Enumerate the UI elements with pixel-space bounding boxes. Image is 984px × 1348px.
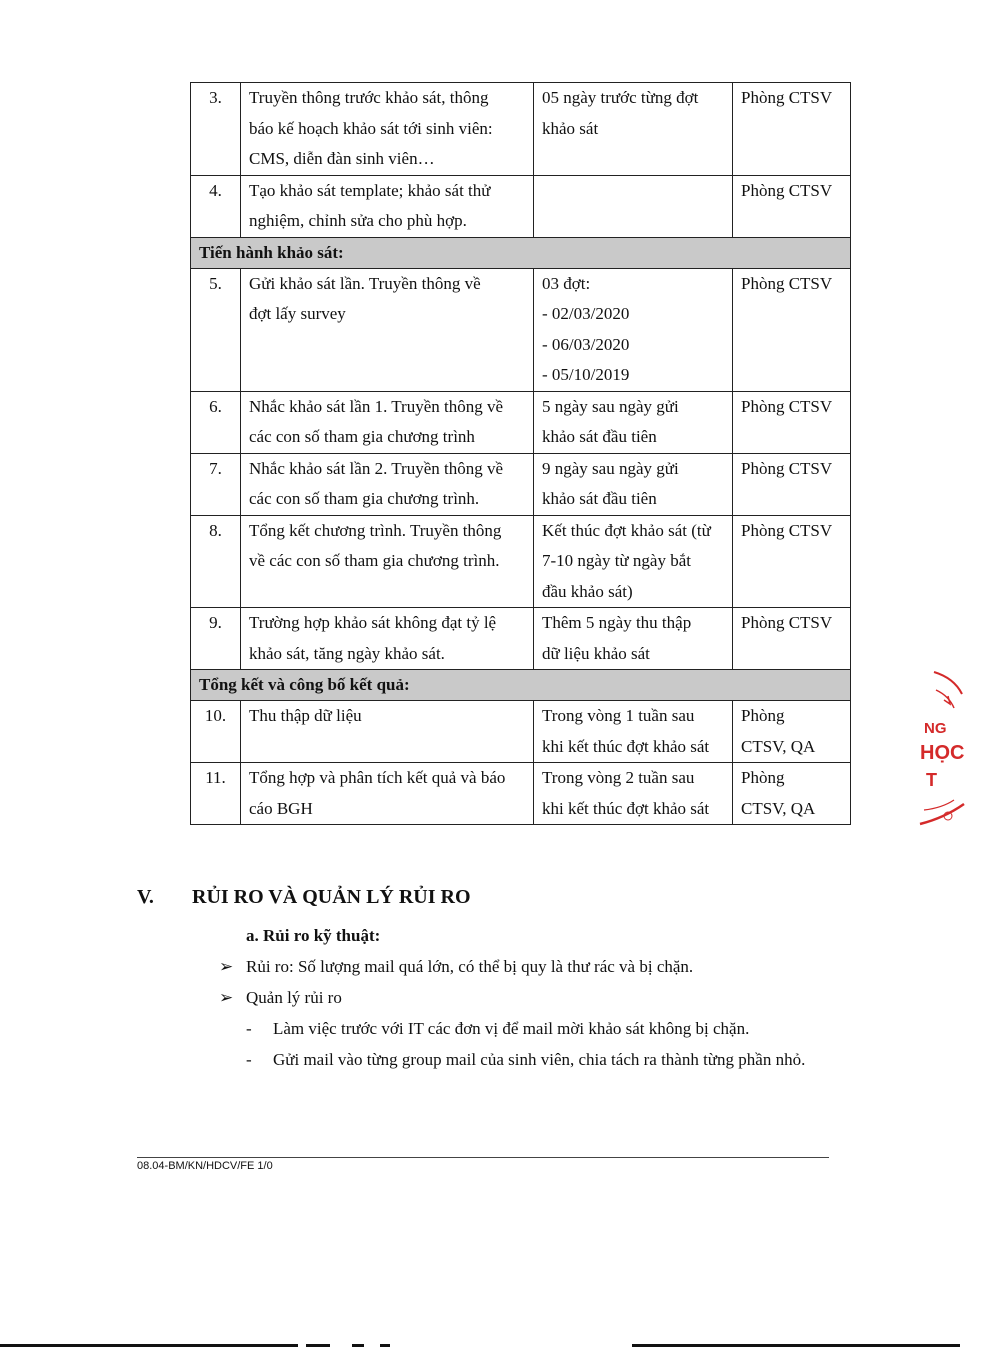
time-cell bbox=[534, 175, 733, 237]
scan-edge-mark bbox=[0, 1344, 298, 1347]
stamp-line-1: NG bbox=[924, 720, 947, 737]
owner-cell-line: Phòng CTSV bbox=[741, 88, 833, 107]
time-cell-line: Trong vòng 2 tuần sau bbox=[542, 768, 695, 787]
row-number: 6. bbox=[191, 391, 241, 453]
task-cell-line: Truyền thông trước khảo sát, thông bbox=[249, 88, 489, 107]
owner-cell bbox=[733, 83, 851, 176]
bullet-text: Rủi ro: Số lượng mail quá lớn, có thể bị quy là thư rác và bị chặn. bbox=[246, 957, 694, 976]
time-cell bbox=[534, 515, 733, 608]
table-row bbox=[191, 763, 851, 825]
time-cell-line: Trong vòng 1 tuần sau bbox=[542, 706, 695, 725]
time-cell bbox=[534, 608, 733, 670]
owner-cell-line: Phòng CTSV bbox=[741, 180, 833, 200]
time-cell-line: - 06/03/2020 bbox=[542, 334, 630, 354]
owner-cell bbox=[733, 268, 851, 391]
task-cell bbox=[241, 453, 534, 515]
owner-cell-line: Phòng CTSV bbox=[741, 273, 833, 293]
dash-text: Làm việc trước với IT các đơn vị để mail mời khảo sát không bị chặn. bbox=[273, 1019, 750, 1038]
table-row bbox=[191, 515, 851, 608]
subsection-heading: a. Rủi ro kỹ thuật: bbox=[246, 926, 381, 945]
row-number: 3. bbox=[191, 83, 241, 176]
owner-cell bbox=[733, 608, 851, 670]
section-row bbox=[191, 670, 851, 701]
scan-edge-mark bbox=[306, 1344, 330, 1347]
owner-cell-line: Phòng bbox=[741, 706, 785, 725]
time-cell-line: khảo sát đầu tiên bbox=[542, 427, 657, 446]
owner-cell bbox=[733, 391, 851, 453]
table-row bbox=[191, 608, 851, 670]
row-number: 11. bbox=[191, 763, 241, 825]
task-cell-line: Tổng kết chương trình. Truyền thông bbox=[249, 520, 502, 540]
task-cell-line: khảo sát, tăng ngày khảo sát. bbox=[249, 643, 445, 663]
table-row bbox=[191, 391, 851, 453]
owner-cell bbox=[733, 453, 851, 515]
time-cell bbox=[534, 83, 733, 176]
time-cell bbox=[534, 763, 733, 825]
footer-divider bbox=[137, 1157, 829, 1158]
table-row bbox=[191, 453, 851, 515]
section-label: Tiến hành khảo sát: bbox=[191, 237, 851, 268]
time-cell-line: 9 ngày sau ngày gửi bbox=[542, 458, 679, 478]
task-cell-line: Trường hợp khảo sát không đạt tỷ lệ bbox=[249, 613, 497, 632]
task-cell bbox=[241, 763, 534, 825]
plan-table bbox=[190, 82, 851, 825]
time-cell-line: Thêm 5 ngày thu thập bbox=[542, 613, 692, 632]
time-cell-line: Kết thúc đợt khảo sát (từ bbox=[542, 520, 711, 540]
task-cell-line: các con số tham gia chương trình. bbox=[249, 489, 480, 508]
task-cell-line: về các con số tham gia chương trình. bbox=[249, 551, 500, 570]
owner-cell-line: Phòng CTSV bbox=[741, 613, 833, 632]
owner-cell bbox=[733, 515, 851, 608]
time-cell-line: khi kết thúc đợt khảo sát bbox=[542, 798, 710, 818]
task-cell-line: Thu thập dữ liệu bbox=[249, 706, 362, 725]
row-number: 5. bbox=[191, 268, 241, 391]
plan-table-body bbox=[191, 83, 851, 825]
owner-cell-line: Phòng CTSV bbox=[741, 520, 833, 540]
arrow-bullet-icon: ➢ bbox=[219, 957, 234, 976]
row-number: 4. bbox=[191, 175, 241, 237]
arrow-bullet-icon: ➢ bbox=[219, 988, 234, 1007]
time-cell-line: 7-10 ngày từ ngày bắt bbox=[542, 551, 691, 570]
footer-code: 08.04-BM/KN/HDCV/FE 1/0 bbox=[137, 1160, 273, 1172]
time-cell-line: - 05/10/2019 bbox=[542, 365, 630, 384]
time-cell-line: dữ liệu khảo sát bbox=[542, 643, 650, 663]
time-cell-line: - 02/03/2020 bbox=[542, 304, 630, 323]
owner-cell bbox=[733, 701, 851, 763]
owner-cell-line: Phòng CTSV bbox=[741, 458, 833, 478]
section-label: Tổng kết và công bố kết quả: bbox=[191, 670, 851, 701]
dash-text: Gửi mail vào từng group mail của sinh viên, chia tách ra thành từng phần nhỏ. bbox=[273, 1050, 806, 1069]
task-cell-line: báo kế hoạch khảo sát tới sinh viên: bbox=[249, 118, 493, 138]
owner-cell bbox=[733, 763, 851, 825]
task-cell bbox=[241, 391, 534, 453]
owner-cell-line: CTSV, QA bbox=[741, 798, 816, 818]
task-cell-line: các con số tham gia chương trình bbox=[249, 427, 475, 446]
bullet-text: Quản lý rủi ro bbox=[246, 988, 342, 1007]
task-cell-line: Nhắc khảo sát lần 1. Truyền thông về bbox=[249, 396, 504, 416]
scan-edge-mark bbox=[352, 1344, 364, 1347]
time-cell-line: khảo sát đầu tiên bbox=[542, 489, 657, 508]
task-cell-line: nghiệm, chỉnh sửa cho phù hợp. bbox=[249, 211, 467, 230]
task-cell bbox=[241, 701, 534, 763]
time-cell-line: đầu khảo sát) bbox=[542, 581, 633, 601]
task-cell bbox=[241, 83, 534, 176]
time-cell bbox=[534, 391, 733, 453]
time-cell-line: 03 đợt: bbox=[542, 273, 591, 293]
owner-cell-line: CTSV, QA bbox=[741, 736, 816, 756]
time-cell bbox=[534, 268, 733, 391]
task-cell bbox=[241, 515, 534, 608]
row-number: 8. bbox=[191, 515, 241, 608]
section-title: RỦI RO VÀ QUẢN LÝ RỦI RO bbox=[192, 886, 471, 908]
time-cell-line: khi kết thúc đợt khảo sát bbox=[542, 736, 710, 756]
row-number: 10. bbox=[191, 701, 241, 763]
time-cell-line: 5 ngày sau ngày gửi bbox=[542, 396, 679, 416]
scan-edge-mark bbox=[632, 1344, 960, 1347]
task-cell bbox=[241, 268, 534, 391]
time-cell-line: khảo sát bbox=[542, 118, 599, 138]
dash-marker: - bbox=[246, 1050, 252, 1069]
time-cell bbox=[534, 453, 733, 515]
table-row bbox=[191, 701, 851, 763]
stamp-line-3: T bbox=[926, 770, 937, 790]
task-cell-line: đợt lấy survey bbox=[249, 304, 346, 323]
section-number: V. bbox=[137, 886, 154, 908]
task-cell-line: Gửi khảo sát lần. Truyền thông về bbox=[249, 273, 481, 293]
dash-marker: - bbox=[246, 1019, 252, 1038]
row-number: 7. bbox=[191, 453, 241, 515]
task-cell bbox=[241, 608, 534, 670]
time-cell-line: 05 ngày trước từng đợt bbox=[542, 88, 699, 107]
time-cell bbox=[534, 701, 733, 763]
table-row bbox=[191, 83, 851, 176]
row-number: 9. bbox=[191, 608, 241, 670]
task-cell-line: Tổng hợp và phân tích kết quả và báo bbox=[249, 768, 506, 787]
task-cell-line: cáo BGH bbox=[249, 798, 313, 818]
table-row bbox=[191, 268, 851, 391]
task-cell-line: CMS, diễn đàn sinh viên… bbox=[249, 149, 435, 168]
task-cell bbox=[241, 175, 534, 237]
section-row bbox=[191, 237, 851, 268]
owner-cell-line: Phòng bbox=[741, 768, 785, 787]
stamp-line-2: HỌC bbox=[920, 742, 965, 764]
table-row bbox=[191, 175, 851, 237]
owner-cell bbox=[733, 175, 851, 237]
task-cell-line: Tạo khảo sát template; khảo sát thử bbox=[249, 180, 491, 200]
scan-edge-mark bbox=[380, 1344, 390, 1347]
task-cell-line: Nhắc khảo sát lần 2. Truyền thông về bbox=[249, 458, 504, 478]
owner-cell-line: Phòng CTSV bbox=[741, 396, 833, 416]
red-stamp bbox=[914, 668, 984, 838]
